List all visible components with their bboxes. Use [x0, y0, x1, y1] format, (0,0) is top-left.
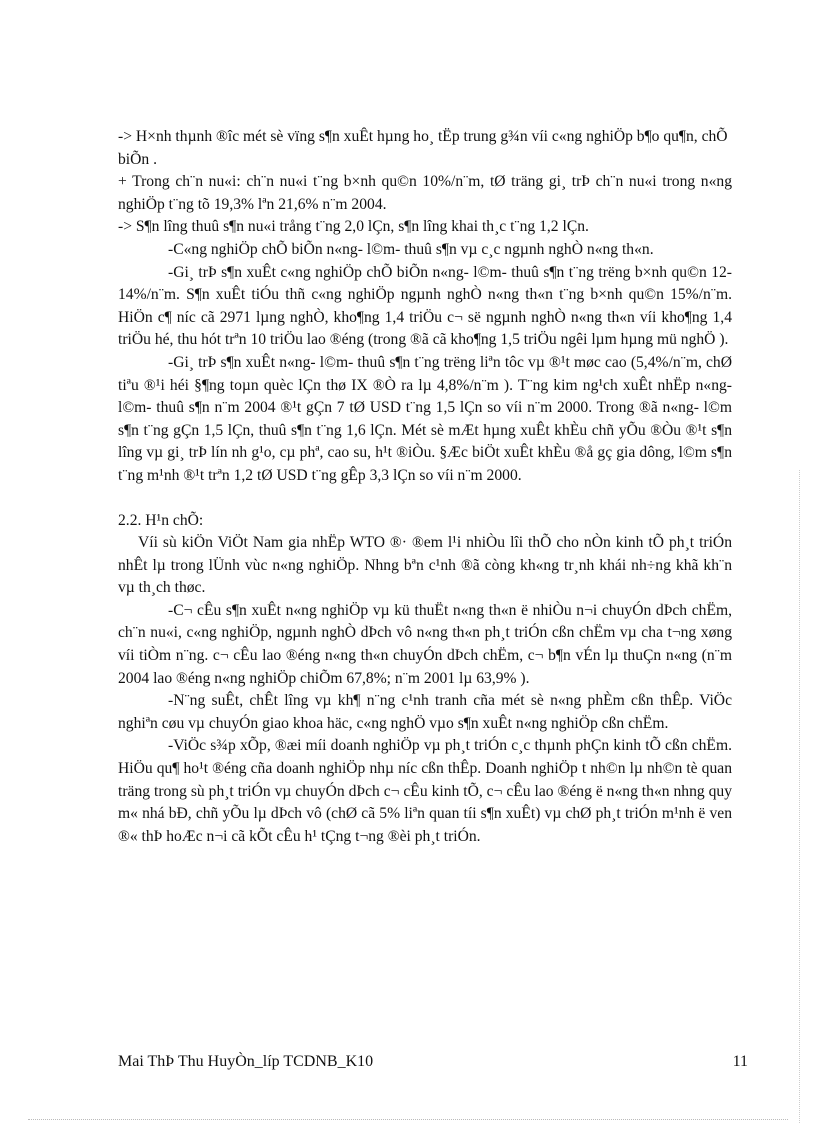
paragraph-aquaculture: -> S¶n lîng thuû s¶n nu«i trång t¨ng 2,0 lÇn, s¶n lîng khai th¸c t¨ng 1,2 lÇn. — [118, 218, 589, 236]
paragraph-enterprise-reform: -ViÖc s¾p xÕp, ®æi míi doanh nghiÖp vµ ph¸t triÓn c¸c thµnh phÇn kinh tÕ cßn chËm. HiÖu qu¶ ho¹t ®éng cña doanh nghiÖp nhµ níc cßn thÊp. Doanh nghiÖp t nh©n lµ nh©n tè quan träng trong sù ph¸t triÓn vµ chuyÓn dÞch c¬ cÊu kinh tÕ, c¬ cÊu lao ®éng ë n«ng th«n nhng quy m« nhá bÐ, chñ yÕu lµ dÞch vô (chØ cã 5% liªn quan tíi s¶n xuÊt) vµ chØ ph¸t triÓn m¹nh ë ven ®« thÞ hoÆc n¬i cã kÕt cÊu h¹ tÇng t¬ng ®èi ph¸t triÓn. — [118, 737, 732, 845]
footer-author: Mai ThÞ Thu HuyÒn_líp TCDNB_K10 — [118, 1053, 374, 1070]
document-body — [118, 126, 732, 848]
paragraph-processing-industry: -C«ng nghiÖp chÕ biÕn n«ng- l©m- thuû s¶n vµ c¸c ngµnh nghÒ n«ng th«n. — [168, 240, 654, 258]
page-number: 11 — [732, 1053, 748, 1070]
paragraph-production-structure: -C¬ cÊu s¶n xuÊt n«ng nghiÖp vµ kü thuËt n«ng th«n ë nhiÒu n¬i chuyÓn dÞch chËm, ch¨n nu«i, c«ng nghiÖp, ngµnh nghÒ dÞch vô n«ng th«n ph¸t triÓn cßn chËm vµ cha t¬ng xøng víi tiÒm n¨ng. c¬ cÊu lao ®éng n«ng th«n chuyÓn dÞch chËm, c¬ b¶n vÉn lµ thuÇn n«ng (n¨m 2004 lao ®éng n«ng nghiÖp chiÕm 67,8%; n¨m 2001 lµ 63,9% ). — [118, 601, 732, 687]
page-right-border — [799, 470, 800, 1123]
paragraph-export-growth: -Gi¸ trÞ s¶n xuÊt n«ng- l©m- thuû s¶n t¨ng trëng liªn tôc vµ ®¹t møc cao (5,4%/n¨m, chØ tiªu ®¹i héi §¶ng toµn quèc lÇn thø IX ®Ò ra lµ 4,8%/n¨m ). T¨ng kim ng¹ch xuÊt nhËp n«ng- l©m- thuû s¶n n¨m 2004 ®¹t gÇn 7 tØ USD t¨ng 1,5 lÇn so víi n¨m 2000. Trong ®ã n«ng- l©m s¶n t¨ng gÇn 1,5 lÇn, thuû s¶n t¨ng 1,6 lÇn. Mét sè mÆt hµng xuÊt khÈu chñ yÕu ®Òu ®¹t s¶n lîng vµ gi¸ trÞ lín nh g¹o, cµ phª, cao su, h¹t ®iÒu. §Æc biÖt xuÊt khÈu ®å gç gia dông, l©m s¶n t¨ng m¹nh ®¹t trªn 1,2 tØ USD t¨ng gÊp 3,3 lÇn so víi n¨m 2000. — [118, 353, 732, 484]
paragraph-productivity: -N¨ng suÊt, chÊt lîng vµ kh¶ n¨ng c¹nh tranh cña mét sè n«ng phÈm cßn thÊp. ViÖc nghiªn cøu vµ chuyÓn giao khoa häc, c«ng nghÖ vµo s¶n xuÊt n«ng nghiÖp cßn chËm. — [118, 692, 732, 732]
section-heading-limitations: 2.2. H¹n chÕ: — [118, 511, 204, 529]
page-bottom-border — [28, 1119, 788, 1120]
paragraph-livestock: + Trong ch¨n nu«i: ch¨n nu«i t¨ng b×nh qu©n 10%/n¨m, tØ träng gi¸ trÞ ch¨n nu«i trong n«ng nghiÖp t¨ng tõ 19,3% lªn 21,6% n¨m 2004. — [118, 173, 732, 213]
page-footer — [118, 1053, 748, 1071]
paragraph-processing-growth: -Gi¸ trÞ s¶n xuÊt c«ng nghiÖp chÕ biÕn n«ng- l©m- thuû s¶n t¨ng trëng b×nh qu©n 12- 14%/n¨m. S¶n xuÊt tiÓu thñ c«ng nghiÖp ngµnh nghÒ n«ng th«n t¨ng b×nh qu©n 15%/n¨m. HiÖn c¶ níc cã 2971 lµng nghÒ, kho¶ng 1,4 triÖu c¬ së ngµnh nghÒ n«ng th«n víi kho¶ng 1,4 triÖu hé, thu hót trªn 10 triÖu lao ®éng (trong ®ã cã kho¶ng 1,5 triÖu ngêi lµm hµng mü nghÖ ). — [118, 263, 732, 349]
paragraph-regional-production: -> H×nh thµnh ®îc mét sè vïng s¶n xuÊt hµng ho¸ tËp trung g¾n víi c«ng nghiÖp b¶o qu¶n, chÕ biÕn . — [118, 128, 728, 168]
paragraph-wto: Víi sù kiÖn ViÖt Nam gia nhËp WTO ®· ®em l¹i nhiÒu lîi thÕ cho nÒn kinh tÕ ph¸t triÓn nhÊt lµ trong lÜnh vùc n«ng nghiÖp. Nhng bªn c¹nh ®ã còng kh«ng tr¸nh khái nh÷ng khã kh¨n vµ th¸ch thøc. — [118, 534, 732, 597]
